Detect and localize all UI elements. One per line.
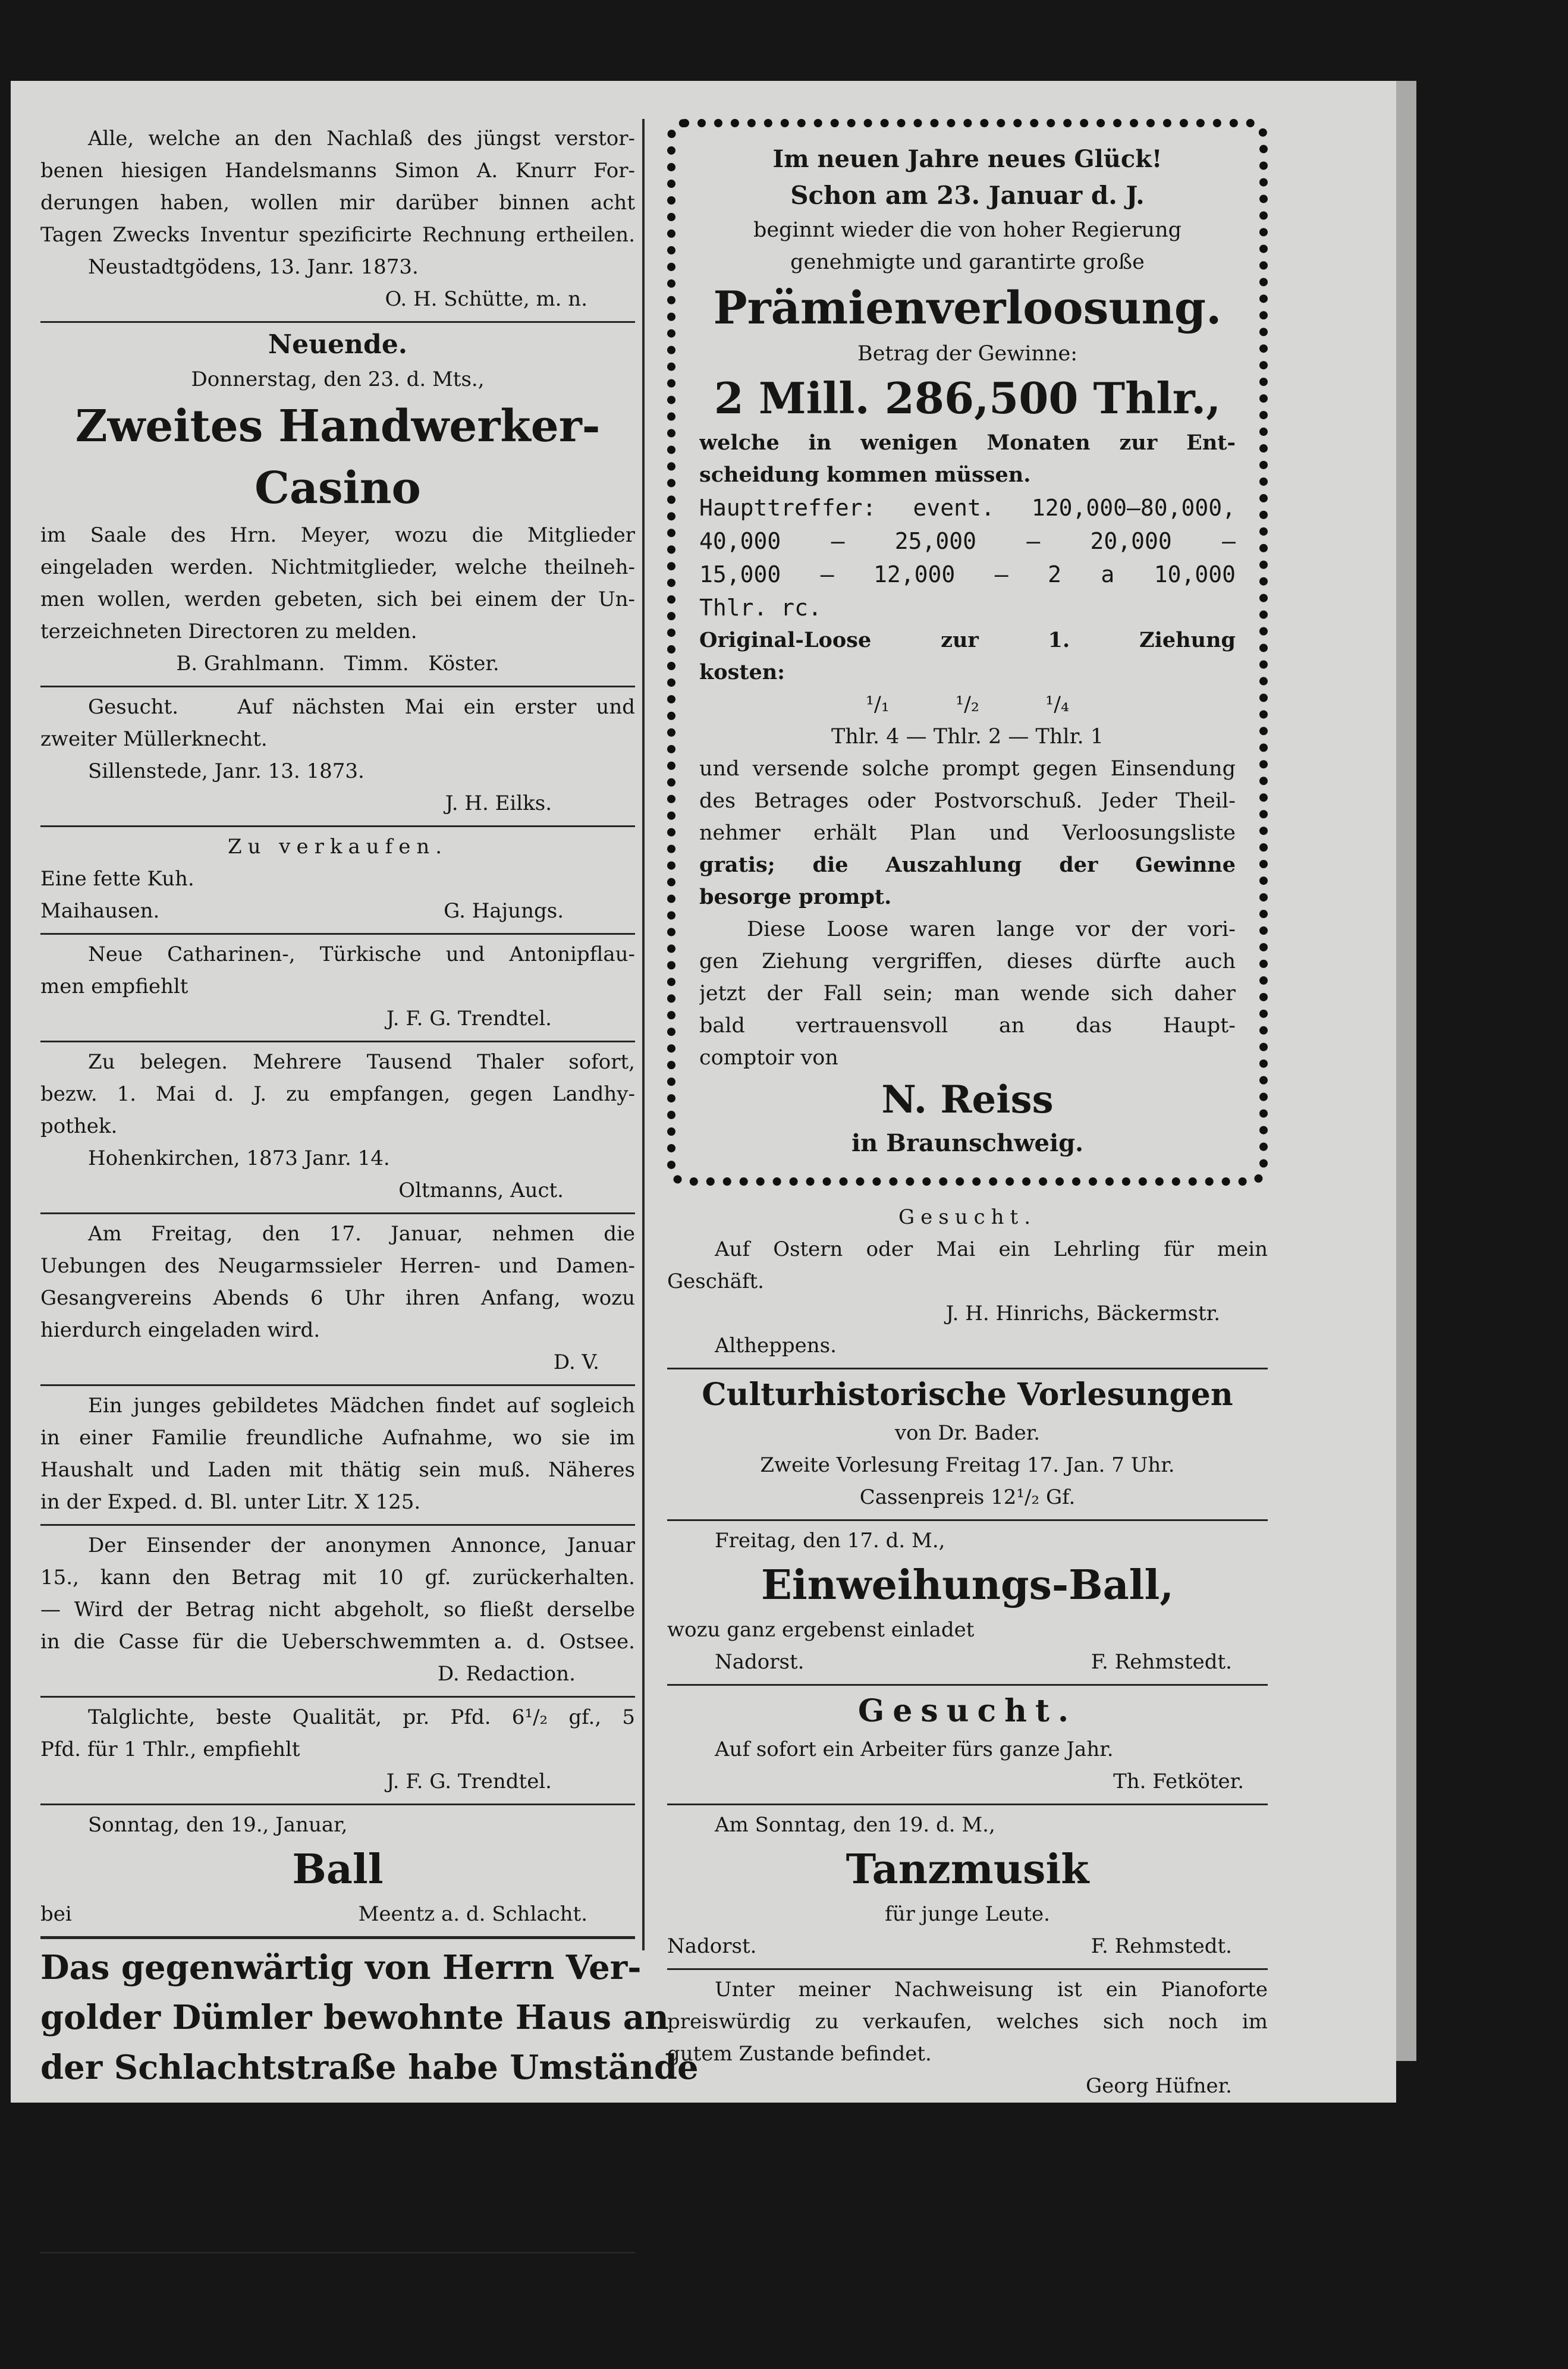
page-edge (1396, 81, 1416, 2061)
text-line: bezw. 1. Mai d. J. zu empfangen, gegen Landhy- (40, 1082, 635, 1106)
ad-lehrling (667, 1198, 1268, 1369)
text-line: Unter meiner Nachweisung ist ein Pianoforte (715, 1978, 1268, 2002)
text-line: Der Einsender der anonymen Annonce, Januar (88, 1534, 635, 1557)
text-line: Gesangvereins Abends 6 Uhr ihren Anfang, wozu (40, 1286, 635, 1310)
location: Meentz a. d. Schlacht. (358, 1902, 587, 1926)
text-line: Talglichte, beste Qualität, pr. Pfd. 6¹/₂ gf., 5 (88, 1705, 635, 1729)
column-divider (642, 119, 645, 1950)
text-line: Geschäft. (667, 1270, 764, 1293)
signature: G. Hajungs. (444, 899, 564, 923)
lottery-ad-box (667, 119, 1268, 1186)
signature: J. H. Eilks. (445, 791, 552, 815)
text-line: Cassenpreis 12¹/₂ Gf. (859, 1485, 1076, 1509)
text-line: Original-Loose zur 1. Ziehung (699, 628, 1236, 652)
ad-handwerker-casino (40, 323, 635, 687)
text-line: zweiter Müllerknecht. (40, 727, 268, 751)
ad-arbeiter (667, 1686, 1268, 1805)
text-line: preiswürdig zu verkaufen, welches sich noch im (667, 2010, 1268, 2034)
text-line: wozu ganz ergebenst einladet (667, 1618, 975, 1642)
text-line: Eine fette Kuh. (40, 867, 194, 891)
place: Nadorst. (715, 1650, 805, 1674)
ad-title: Ball (292, 1846, 384, 1893)
ad-ball (40, 1805, 635, 1939)
ad-title: Culturhistorische Vorlesungen (702, 1377, 1233, 1413)
text-line: gen Ziehung vergriffen, dieses dürfte auch (699, 950, 1236, 973)
ad-einweihungsball (667, 1521, 1268, 1686)
right-column (667, 119, 1268, 2108)
ad-title: Tanzmusik (846, 1846, 1089, 1893)
price-fractions: ¹/₁ ¹/₂ ¹/₄ (865, 693, 1070, 717)
ad-title: Zweites Handwerker-Casino (75, 401, 601, 514)
text-line: Pfd. für 1 Thlr., empfiehlt (40, 1738, 300, 1761)
text-line: der Schlachtstraße habe Umstände (40, 2048, 699, 2087)
signature: Oltmanns, Auct. (398, 1179, 564, 1202)
text-line: Das gegenwärtig von Herrn Ver- (40, 1948, 642, 1987)
text-line: derungen haben, wollen mir darüber binnen acht (40, 191, 635, 215)
text-line: scheidung kommen müssen. (699, 463, 1031, 487)
ad-heading: Gesucht. (898, 1205, 1037, 1229)
text-line: welche in wenigen Monaten zur Ent- (699, 431, 1236, 455)
place: Maihausen. (40, 899, 160, 923)
left-column (40, 119, 699, 2369)
text-line: Tagen Zwecks Inventur spezificirte Rechnung ertheilen. (40, 223, 635, 247)
text-line: besorge prompt. (699, 885, 892, 909)
prize-list: Thlr. rc. (699, 595, 822, 621)
signature: D. Redaction. (437, 1662, 576, 1686)
text-line: Zweite Vorlesung Freitag 17. Jan. 7 Uhr. (760, 1453, 1175, 1477)
signature: Georg Hüfner. (1085, 2074, 1232, 2098)
ad-date: Am Sonntag, den 19. d. M., (715, 1813, 995, 1837)
text-line: halber auf Mai d. J. noch zu ver- (40, 2098, 639, 2137)
prize-list: 40,000 — 25,000 — 20,000 — (699, 528, 1236, 554)
ad-zu-belegen (40, 1042, 635, 1214)
ad-tanzmusik (667, 1805, 1268, 1970)
place: Nadorst. (667, 1934, 757, 1958)
ad-heading: Auszuleihen. (235, 2261, 441, 2295)
text-line: genehmigte und garantirte große (790, 250, 1145, 274)
text-line: in der Exped. d. Bl. unter Litr. X 125. (40, 1490, 421, 1514)
ad-heading: Neuende. (268, 329, 408, 360)
ad-vorlesungen (667, 1369, 1268, 1521)
text-line: Betrag der Gewinne: (857, 342, 1077, 366)
place-date: Hohenkirchen, 1873 Janr. 14. (88, 1146, 390, 1170)
text-line: pothek. (40, 1114, 118, 1138)
ad-kuh (40, 827, 635, 935)
text-line: kosten: (699, 660, 785, 684)
signature: F. Rehmstedt. (1091, 1650, 1232, 1674)
firm-name: N. Reiss (881, 1077, 1054, 1122)
text-line: Alle, welche an den Nachlaß des jüngst verstor- (88, 127, 635, 150)
ad-headline: Im neuen Jahre neues Glück! (772, 145, 1162, 173)
ad-talglichte (40, 1698, 635, 1805)
prize-amount: 2 Mill. 286,500 Thlr., (714, 373, 1221, 423)
ad-heading: Gesucht. (857, 1693, 1077, 1729)
text-line: terzeichneten Directoren zu melden. (40, 620, 417, 643)
text-line: Auf sofort ein Arbeiter fürs ganze Jahr. (715, 1738, 1114, 1761)
prize-list: Haupttreffer: event. 120,000—80,000, (699, 495, 1236, 521)
signature: O. H. Schütte, m. n. (385, 287, 587, 311)
text-line: jetzt der Fall sein; man wende sich daher (699, 982, 1236, 1006)
text-line: 15., kann den Betrag mit 10 gf. zurückerhalten. (40, 1566, 635, 1589)
ad-pflaumen (40, 935, 635, 1042)
firm-place: in Braunschweig. (851, 1129, 1084, 1157)
signature: F. Rehmstedt. (1091, 1934, 1232, 1958)
ad-pianoforte (667, 1970, 1268, 2108)
place-date: Sillenstede, Janr. 13. 1873. (88, 759, 364, 783)
text-line: beginnt wieder die von hoher Regierung (753, 218, 1182, 242)
text-line: nehmer erhält Plan und Verloosungsliste (699, 821, 1236, 845)
text-line: in einer Familie freundliche Aufnahme, wo sie im (40, 1426, 635, 1450)
text-line: Haushalt und Laden mit thätig sein muß. Näheres (40, 1458, 635, 1482)
text-line: men empfiehlt (40, 975, 188, 998)
text-line: und versende solche prompt gegen Einsendung (699, 757, 1236, 781)
text-line: benen hiesigen Handelsmanns Simon A. Knurr For- (40, 159, 635, 183)
price-list: Thlr. 4 — Thlr. 2 — Thlr. 1 (831, 725, 1104, 749)
ad-date: Donnerstag, den 23. d. Mts., (191, 367, 485, 391)
place: Jever. (40, 2335, 98, 2359)
text-line: eingeladen werden. Nichtmitglieder, welche theilneh- (40, 555, 635, 579)
text-line: Am Freitag, den 17. Januar, nehmen die (88, 1222, 635, 1246)
text-line: in die Casse für die Ueberschwemmten a. d. Ostsee. (40, 1630, 635, 1654)
signature: B. Grahlmann. Timm. Köster. (176, 652, 499, 675)
text-line: Auf Ostern oder Mai ein Lehrling für mein (715, 1237, 1268, 1261)
ad-title: Einweihungs-Ball, (761, 1561, 1174, 1609)
text-line: Zu belegen. Mehrere Tausend Thaler sofort, (88, 1050, 635, 1074)
text-line: comptoir von (699, 1046, 838, 1070)
signature: Th. Fetköter. (1113, 1770, 1244, 1793)
signature: Adolf Ihnken. (202, 2198, 474, 2240)
text-line: Uebungen des Neugarmssieler Herren- und Damen- (40, 1254, 635, 1278)
text-line: miethen. (40, 2148, 206, 2187)
ad-title: Prämienverloosung. (713, 281, 1222, 334)
ad-date: Sonntag, den 19., Januar, (88, 1813, 348, 1837)
signature: J. H. Hinrichs, Bäckermstr. (945, 1302, 1220, 1325)
text-line: von Dr. Bader. (894, 1421, 1041, 1445)
notice-estate-claims (40, 119, 635, 323)
text-line: gutem Zustande befindet. (667, 2042, 932, 2066)
place: Altheppens. (715, 1334, 837, 1358)
signature: H. Meyer senr. (411, 2335, 564, 2359)
text-line: Ein junges gebildetes Mädchen findet auf sogleich (88, 1394, 635, 1418)
text-prefix: bei (40, 1902, 72, 1926)
ad-date: Schon am 23. Januar d. J. (790, 181, 1145, 210)
prize-list: 15,000 — 12,000 — 2 a 10,000 (699, 561, 1236, 587)
ad-haus-vermieten (40, 1939, 699, 2254)
ad-date: Freitag, den 17. d. M., (715, 1529, 945, 1553)
text-line: des Betrages oder Postvorschuß. Jeder Theil- (699, 789, 1236, 813)
ad-auszuleihen (40, 2254, 635, 2369)
text-line: hierdurch eingeladen wird. (40, 1318, 320, 1342)
text-line: Gesucht. Auf nächsten Mai ein erster und (88, 695, 635, 719)
text-line: im Saale des Hrn. Meyer, wozu die Mitglieder (40, 523, 635, 547)
signature: J. F. G. Trendtel. (386, 1770, 552, 1793)
ad-maedchen (40, 1386, 635, 1526)
ad-heading: Zu verkaufen. (227, 835, 448, 859)
text-line: bald vertrauensvoll an das Haupt- (699, 1014, 1236, 1038)
place-date: Neustadtgödens, 13. Janr. 1873. (88, 255, 419, 279)
ad-gesangverein (40, 1214, 635, 1386)
text-line: Diese Loose waren lange vor der vori- (747, 918, 1236, 941)
ad-mullerknecht (40, 687, 635, 827)
text-line: Sofort 100 Thlr. Gold gegen Hypothek. (88, 2303, 486, 2327)
signature: D. V. (553, 1350, 599, 1374)
text-line: für junge Leute. (885, 1902, 1050, 1926)
text-line: gratis; die Auszahlung der Gewinne (699, 853, 1236, 877)
text-line: golder Dümler bewohnte Haus an (40, 1998, 669, 2037)
text-line: Neue Catharinen-, Türkische und Antonipflau- (88, 942, 635, 966)
text-line: — Wird der Betrag nicht abgeholt, so fließt derselbe (40, 1598, 635, 1622)
signature: J. F. G. Trendtel. (386, 1007, 552, 1030)
text-line: men wollen, werden gebeten, sich bei einem der Un- (40, 587, 635, 611)
notice-redaction (40, 1526, 635, 1698)
